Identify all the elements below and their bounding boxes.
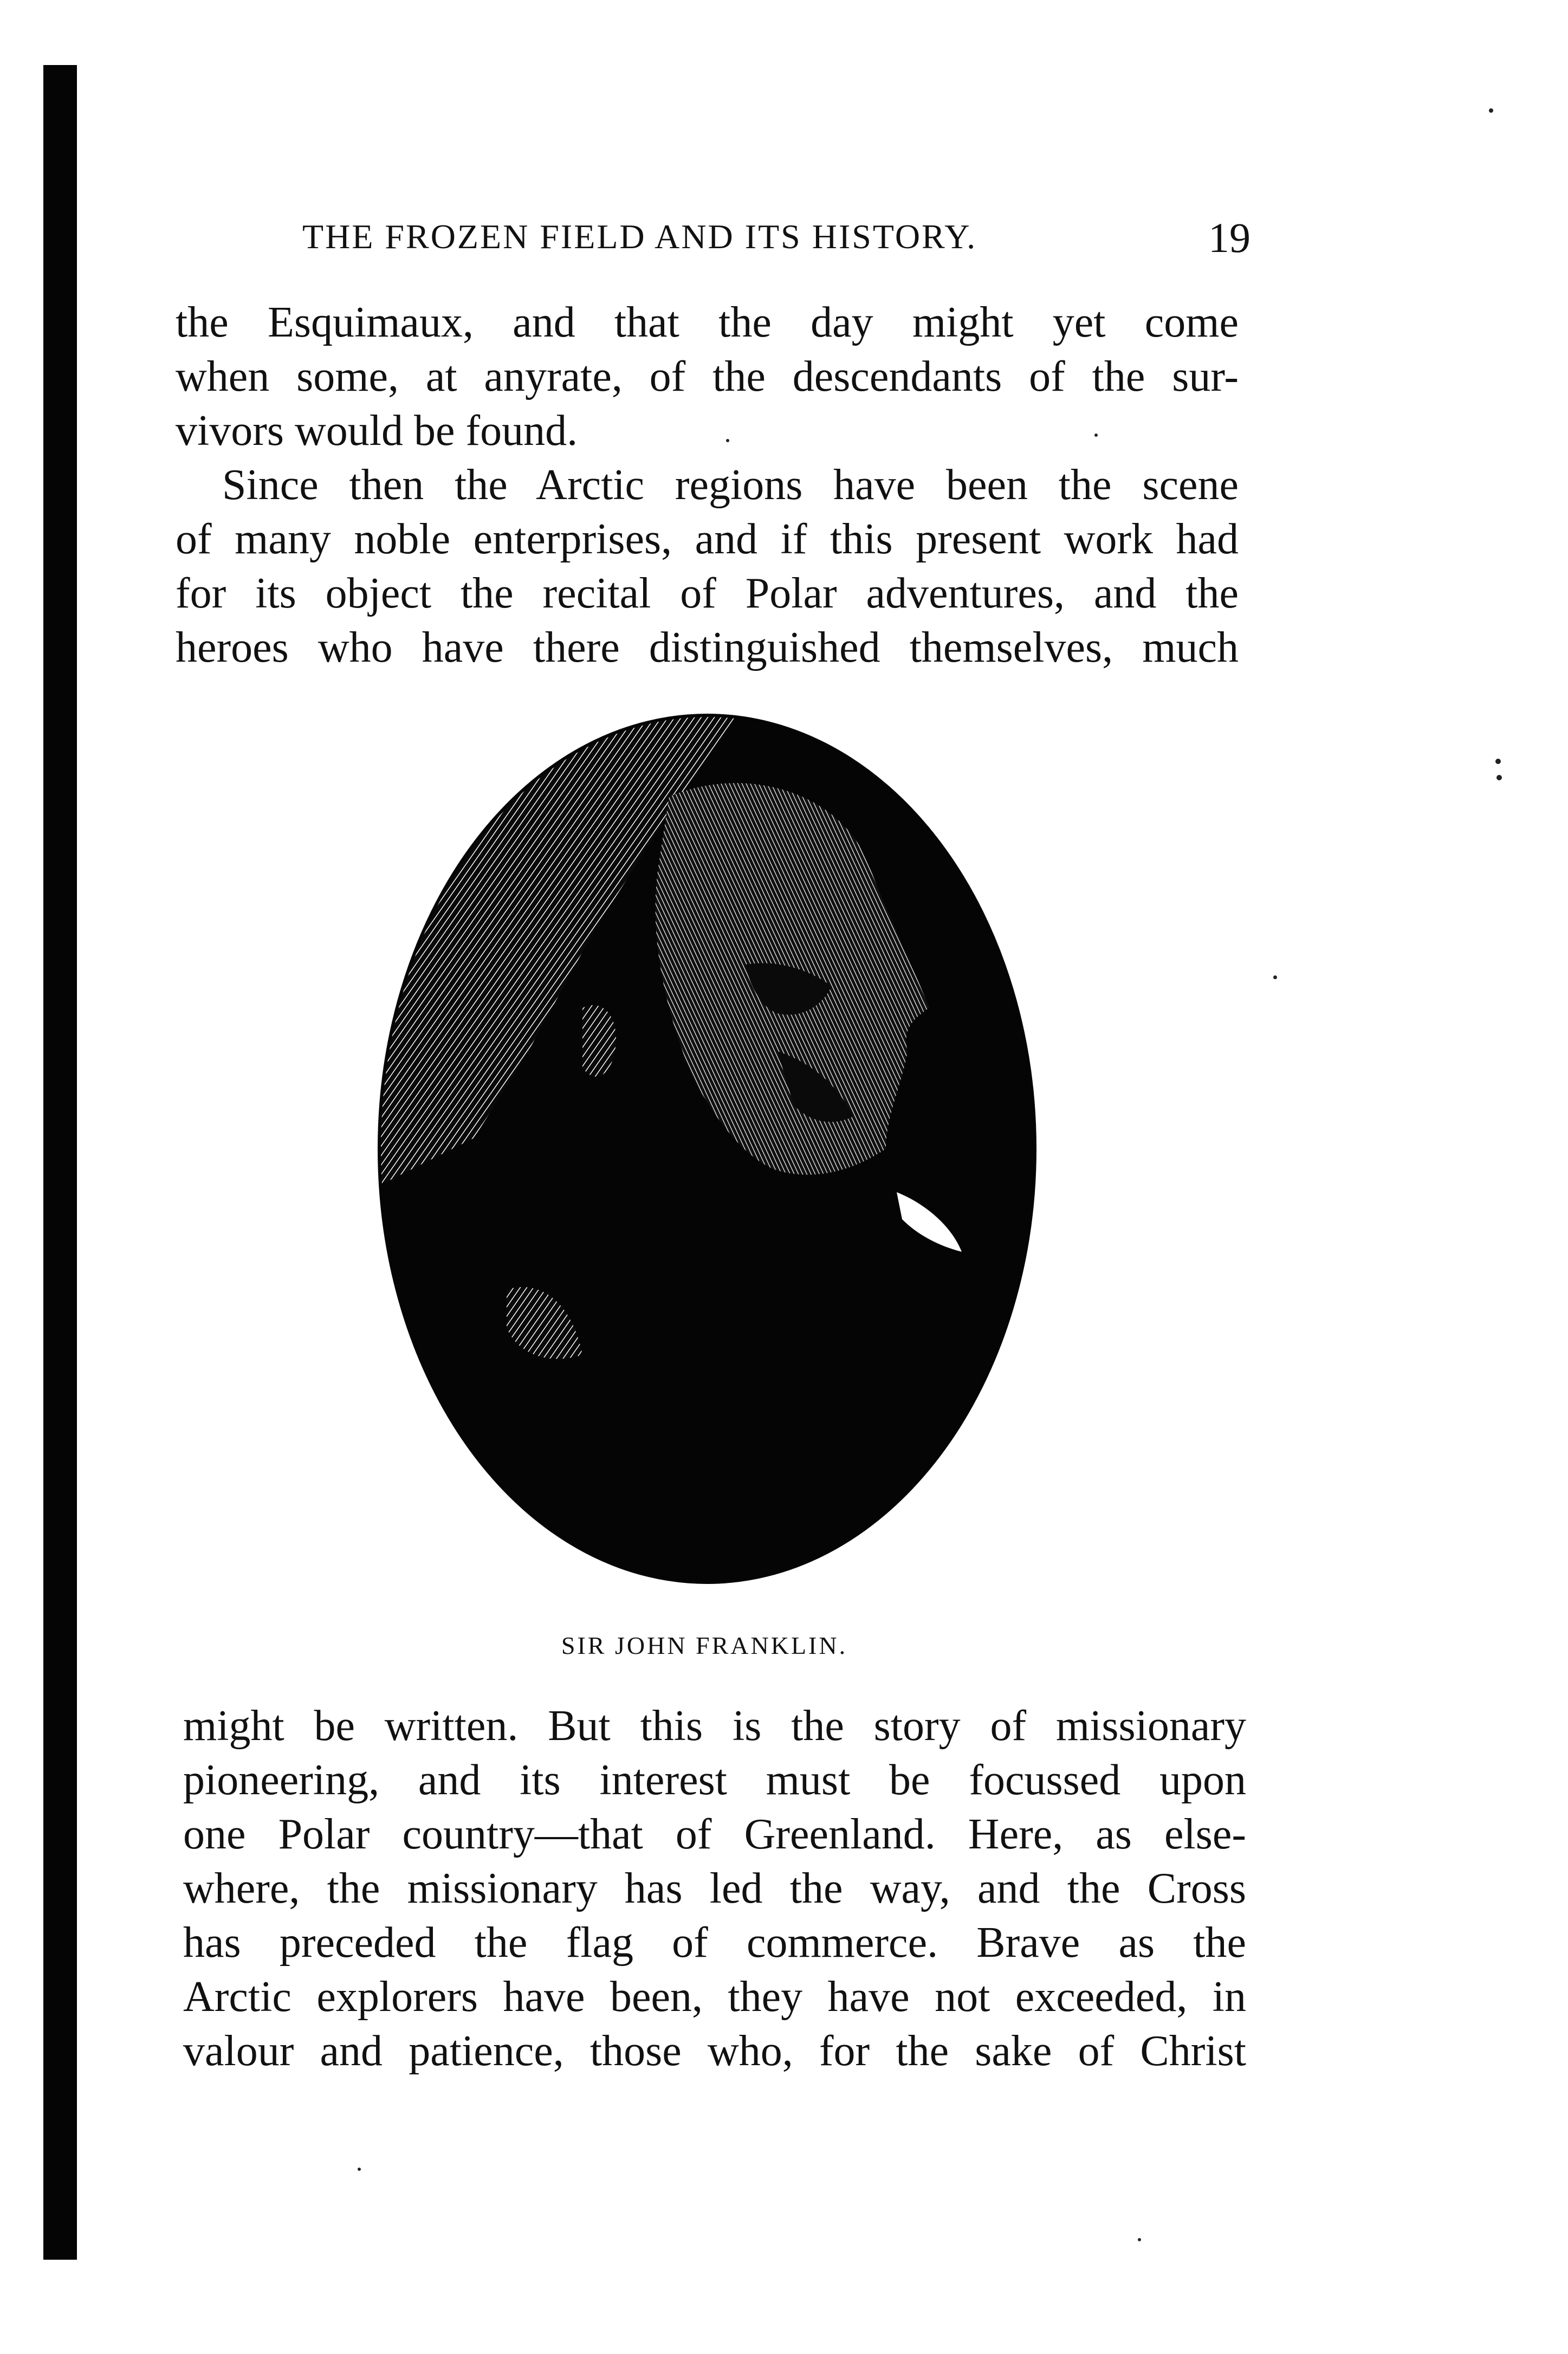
scan-speck [1138,2238,1141,2241]
scan-speck [358,2168,361,2171]
scan-speck [1489,108,1493,113]
text-line: heroes who have there distinguished themselves, much [176,624,1239,671]
scan-speck [1273,975,1277,979]
figure-caption: SIR JOHN FRANKLIN. [561,1632,848,1659]
text-line: when some, at anyrate, of the descendants of the sur- [176,353,1239,400]
scan-speck [1495,759,1501,764]
running-title: THE FROZEN FIELD AND ITS HISTORY. [302,217,977,256]
text-line: of many noble enterprises, and if this present work had [176,515,1239,563]
text-line: the Esquimaux, and that the day might yet come [176,299,1239,346]
text-line: might be written. But this is the story of missionary [183,1702,1246,1750]
engraved-oval-portrait-icon [366,704,1048,1593]
page-number: 19 [1208,214,1250,261]
text-line: for its object the recital of Polar adventures, and the [176,570,1239,617]
running-head [172,214,1250,261]
text-line: pioneering, and its interest must be focussed upon [183,1756,1246,1804]
text-line: Since then the Arctic regions have been the scene [222,461,1239,509]
scan-speck [1496,775,1502,780]
portrait-illustration [366,704,1048,1593]
text-line: where, the missionary has led the way, and the Cross [183,1865,1246,1912]
text-line: one Polar country—that of Greenland. Here, as else- [183,1810,1246,1858]
text-line: vivors would be found. [176,407,578,455]
text-line: Arctic explorers have been, they have not exceeded, in [183,1973,1246,2021]
text-line: has preceded the flag of commerce. Brave as the [183,1919,1246,1967]
page-edge-shadow [43,65,77,2260]
text-line: valour and patience, those who, for the sake of Christ [183,2027,1246,2075]
